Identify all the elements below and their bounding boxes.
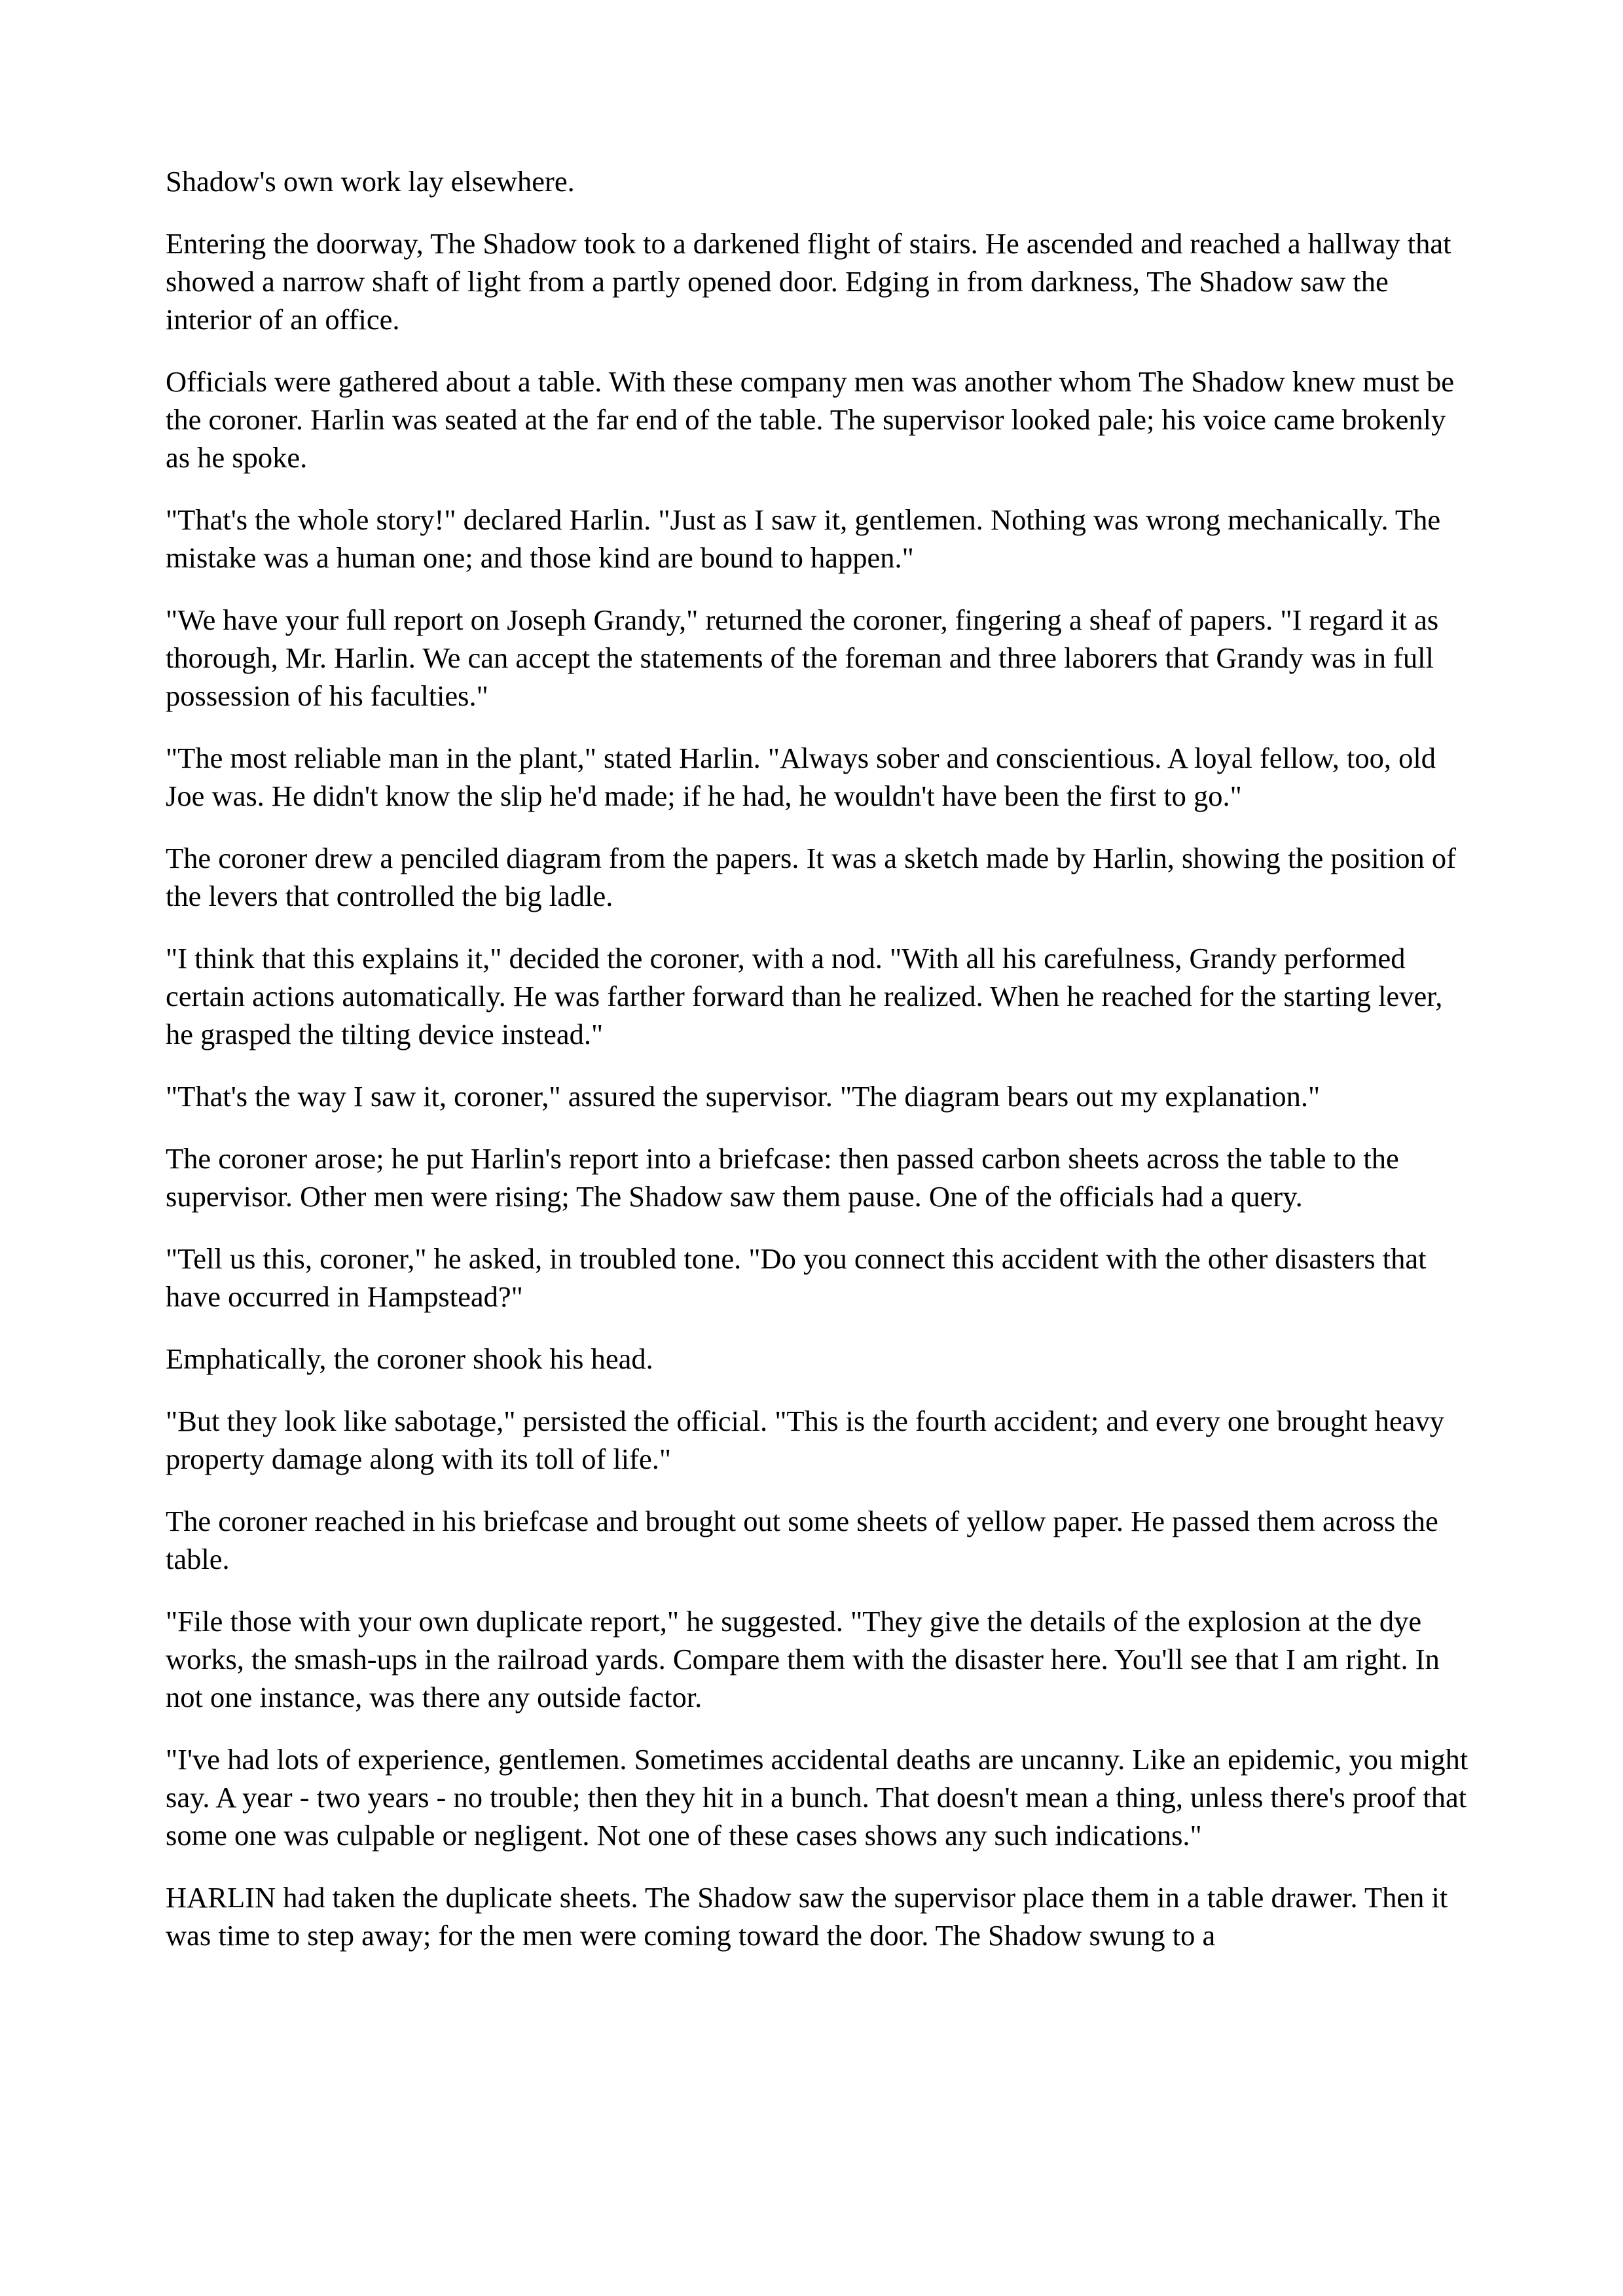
paragraph: Shadow's own work lay elsewhere. <box>166 165 575 198</box>
paragraph: "That's the whole story!" declared Harlin. "Just as I saw it, gentlemen. Nothing was wrong mechanically. The mistake was a human one; and those kind are bound to happen." <box>166 503 1441 574</box>
paragraph: "The most reliable man in the plant," stated Harlin. "Always sober and conscientious. A loyal fellow, too, old Joe was. He didn't know the slip he'd made; if he had, he wouldn't have been the first to go." <box>166 742 1436 812</box>
paragraph: "We have your full report on Joseph Grandy," returned the coroner, fingering a sheaf of papers. "I regard it as thorough, Mr. Harlin. We can accept the statements of the foreman and three laborers that Grandy was in full possession of his faculties." <box>166 603 1439 712</box>
paragraph: HARLIN had taken the duplicate sheets. The Shadow saw the supervisor place them in a table drawer. Then it was time to step away; for the men were coming toward the door. The Shadow swung to a <box>166 1881 1448 1952</box>
paragraph: "I think that this explains it," decided the coroner, with a nod. "With all his carefulness, Grandy performed certain actions automatically. He was farther forward than he realized. When he reached for the starting lever, he grasped the tilting device instead." <box>166 942 1443 1050</box>
paragraph: Officials were gathered about a table. With these company men was another whom The Shadow knew must be the coroner. Harlin was seated at the far end of the table. The supervisor looked pale; his voice came brokenly as he spoke. <box>166 365 1455 474</box>
paragraph: The coroner arose; he put Harlin's report into a briefcase: then passed carbon sheets across the table to the supervisor. Other men were rising; The Shadow saw them pause. One of the officials had a query. <box>166 1142 1399 1213</box>
paragraph: The coroner reached in his briefcase and brought out some sheets of yellow paper. He passed them across the table. <box>166 1505 1438 1575</box>
paragraph: "Tell us this, coroner," he asked, in troubled tone. "Do you connect this accident with the other disasters that have occurred in Hampstead?" <box>166 1242 1427 1313</box>
paragraph: "File those with your own duplicate report," he suggested. "They give the details of the explosion at the dye works, the smash-ups in the railroad yards. Compare them with the disaster here. You'll see that I am right. In not one instance, was there any outside factor. <box>166 1605 1440 1713</box>
paragraph: The coroner drew a penciled diagram from the papers. It was a sketch made by Harlin, showing the position of the levers that controlled the big ladle. <box>166 842 1456 912</box>
body-text <box>166 162 1475 1979</box>
paragraph: "But they look like sabotage," persisted the official. "This is the fourth accident; and every one brought heavy property damage along with its toll of life." <box>166 1405 1445 1475</box>
paragraph: Entering the doorway, The Shadow took to a darkened flight of stairs. He ascended and reached a hallway that showed a narrow shaft of light from a partly opened door. Edging in from darkness, The Shadow saw the interior of an office. <box>166 227 1451 336</box>
paragraph: "I've had lots of experience, gentlemen. Sometimes accidental deaths are uncanny. Like an epidemic, you might say. A year - two years - no trouble; then they hit in a bunch. That doesn't mean a thing, unless there's proof that some one was culpable or negligent. Not one of these cases shows any such indications." <box>166 1743 1468 1852</box>
paragraph: "That's the way I saw it, coroner," assured the supervisor. "The diagram bears out my explanation." <box>166 1080 1321 1113</box>
paragraph: Emphatically, the coroner shook his head. <box>166 1342 653 1375</box>
